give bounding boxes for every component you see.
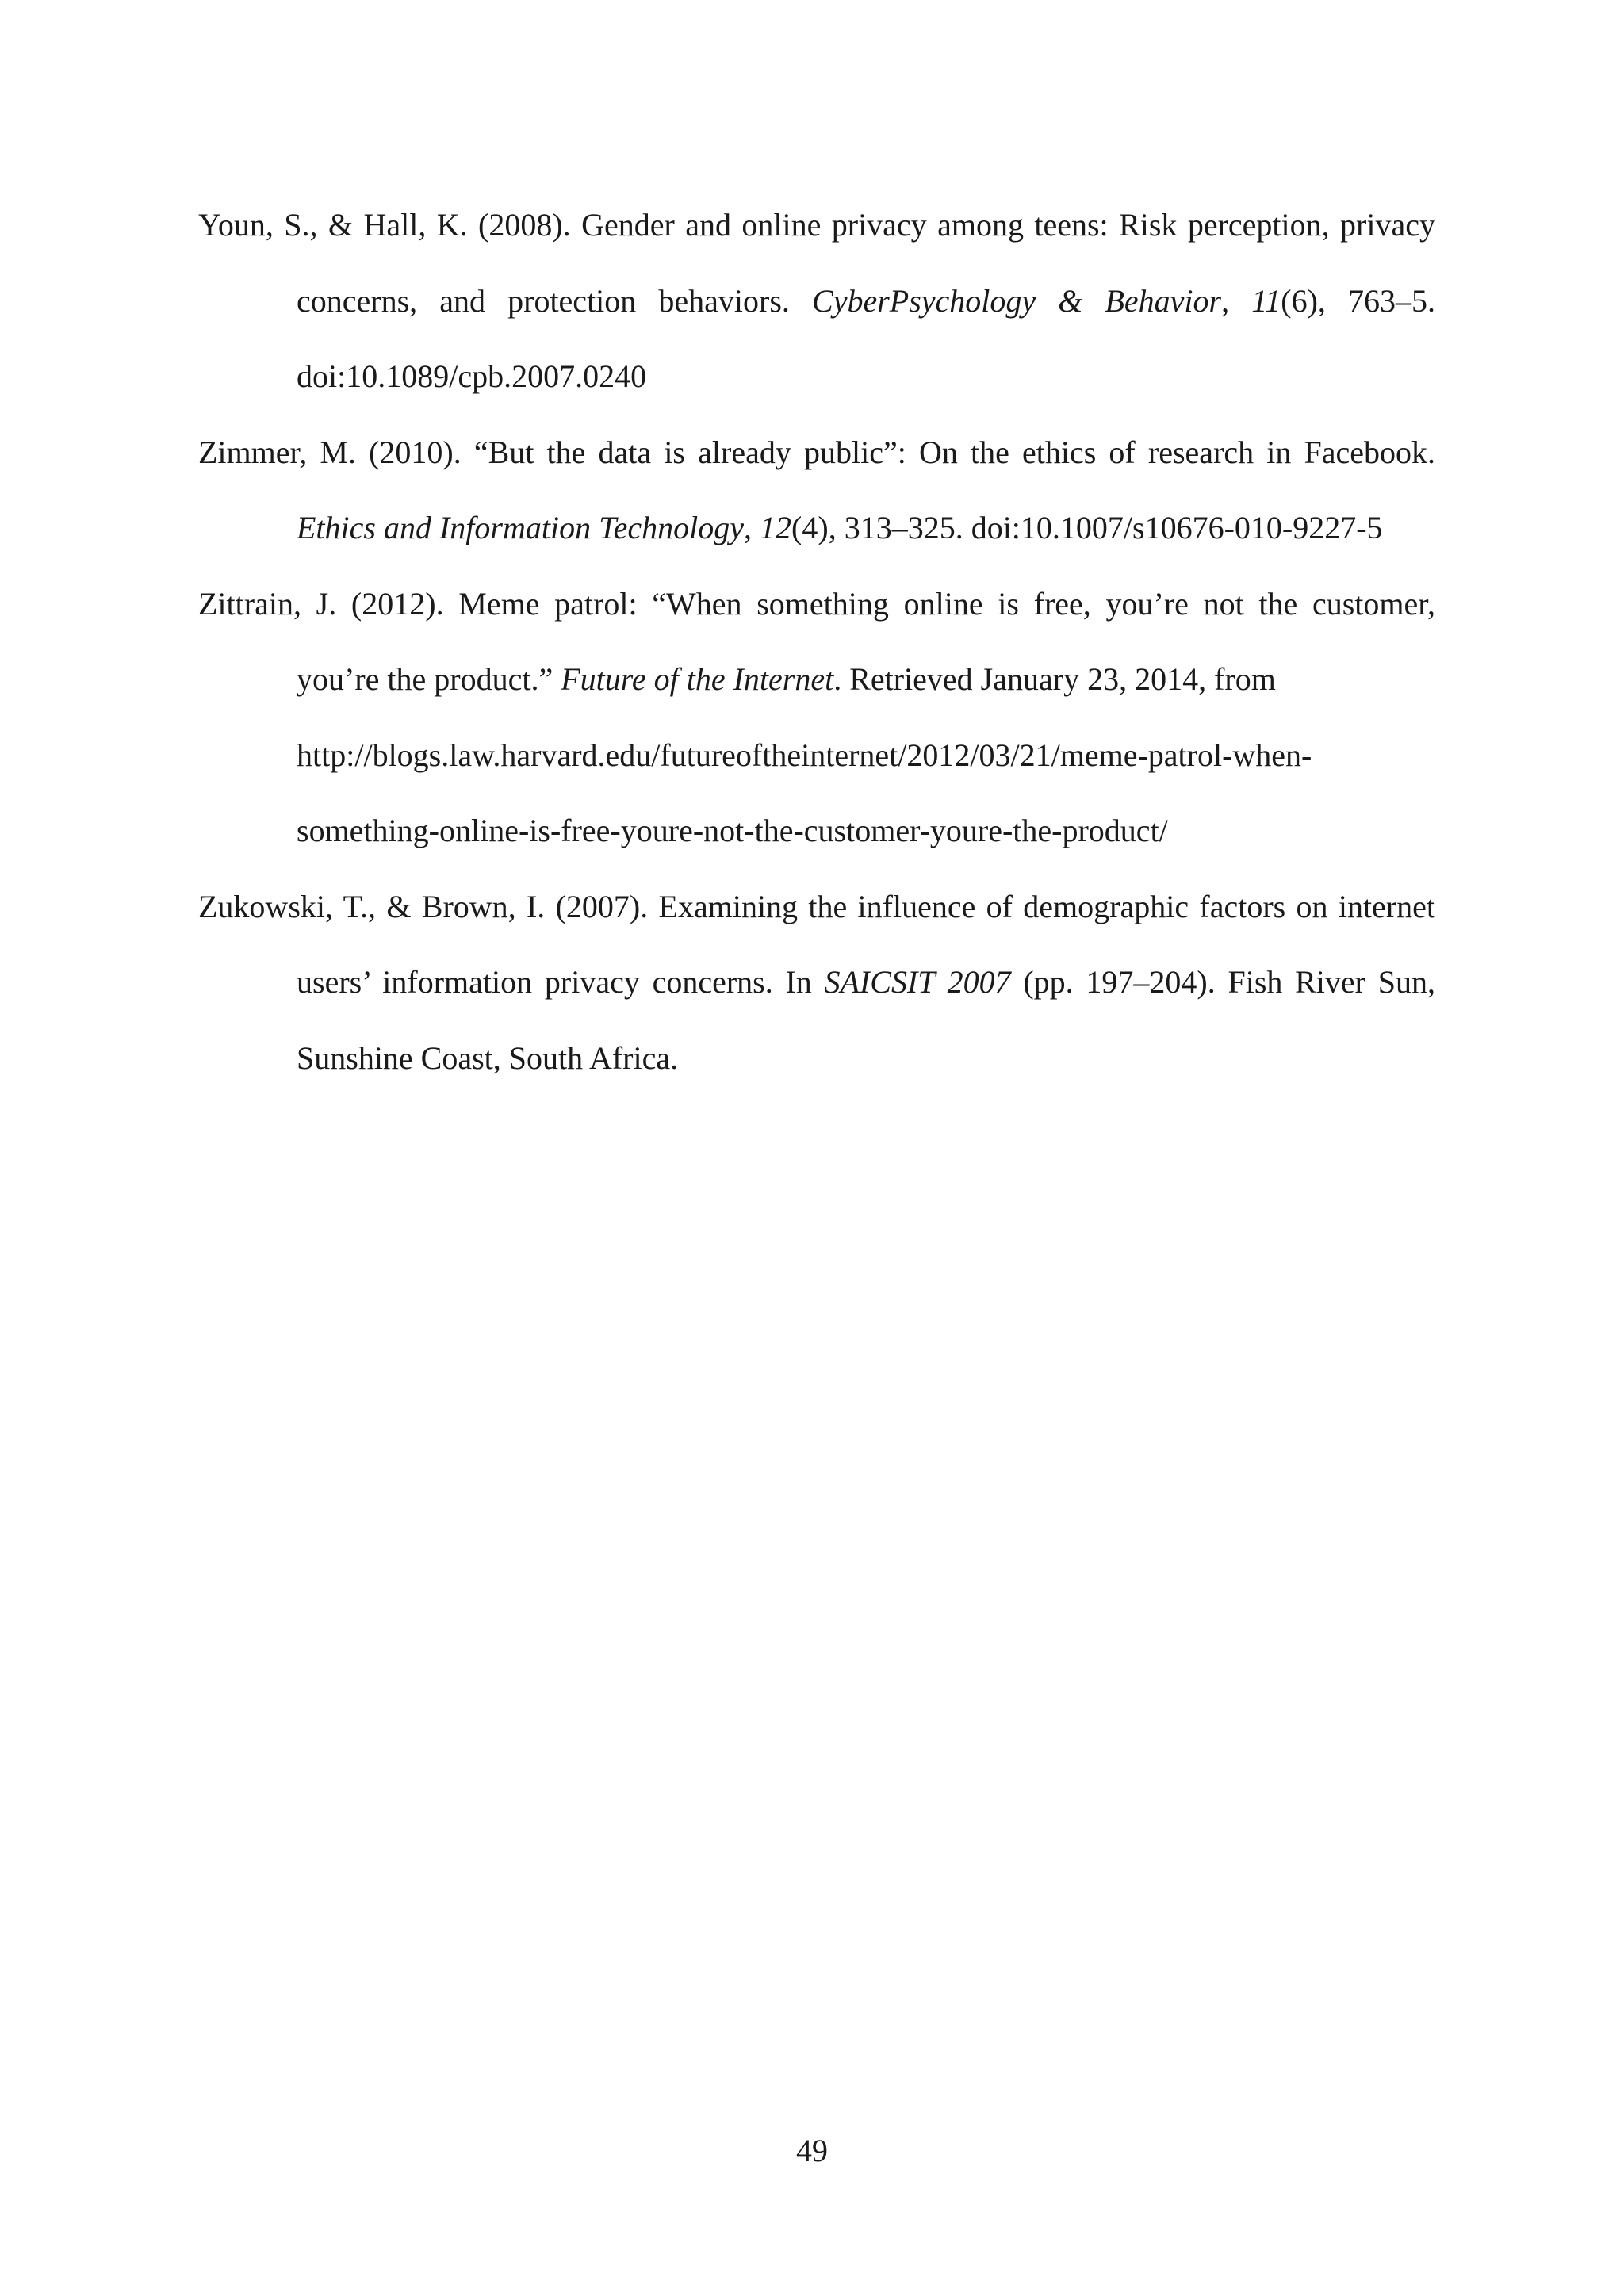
reference-text: (pp. 197–204). Fish River Sun, Sunshine Coast, South Africa. bbox=[297, 964, 1435, 1076]
reference-text: . Retrieved January 23, 2014, from bbox=[833, 661, 1276, 697]
reference-text: (6), 763–5. doi:10.1089/cpb.2007.0240 bbox=[297, 282, 1435, 394]
reference-zukowski-2007 bbox=[198, 869, 1435, 1096]
volume-number: 11 bbox=[1251, 282, 1281, 319]
journal-title: Ethics and Information Technology bbox=[297, 510, 745, 545]
reference-text: , bbox=[1221, 282, 1252, 319]
reference-list bbox=[198, 187, 1435, 1096]
reference-zittrain-2012 bbox=[198, 566, 1435, 869]
reference-text: Zimmer, M. (2010). “But the data is already public”: On the ethics of research in Facebook. bbox=[198, 434, 1435, 470]
publication-title: Future of the Internet bbox=[561, 661, 834, 697]
proceedings-title: SAICSIT 2007 bbox=[824, 964, 1011, 1000]
reference-text: Zittrain, J. (2012). Meme patrol: “When something online is free, you’re not the customer, you’re the product.” bbox=[198, 585, 1435, 697]
volume-number: 12 bbox=[760, 510, 792, 545]
page-number: 49 bbox=[796, 2133, 828, 2168]
journal-title: CyberPsychology & Behavior bbox=[812, 282, 1222, 319]
reference-zimmer-2010 bbox=[198, 415, 1435, 566]
reference-url-line-2: something-online-is-free-youre-not-the-customer-youre-the-product/ bbox=[297, 813, 1168, 848]
reference-youn-2008 bbox=[198, 187, 1435, 415]
reference-url-line-1: http://blogs.law.harvard.edu/futureoftheinternet/2012/03/21/meme-patrol-when- bbox=[297, 737, 1312, 773]
reference-text: Youn, S., & Hall, K. (2008). Gender and online privacy among teens: Risk perception, privacy concerns, and protection behaviors. bbox=[198, 207, 1435, 319]
reference-text: Zukowski, T., & Brown, I. (2007). Examining the influence of demographic factors on internet users’ information privacy concerns. In bbox=[198, 888, 1435, 1000]
reference-text: (4), 313–325. doi:10.1007/s10676-010-9227-5 bbox=[791, 510, 1383, 545]
reference-text: , bbox=[744, 510, 760, 545]
